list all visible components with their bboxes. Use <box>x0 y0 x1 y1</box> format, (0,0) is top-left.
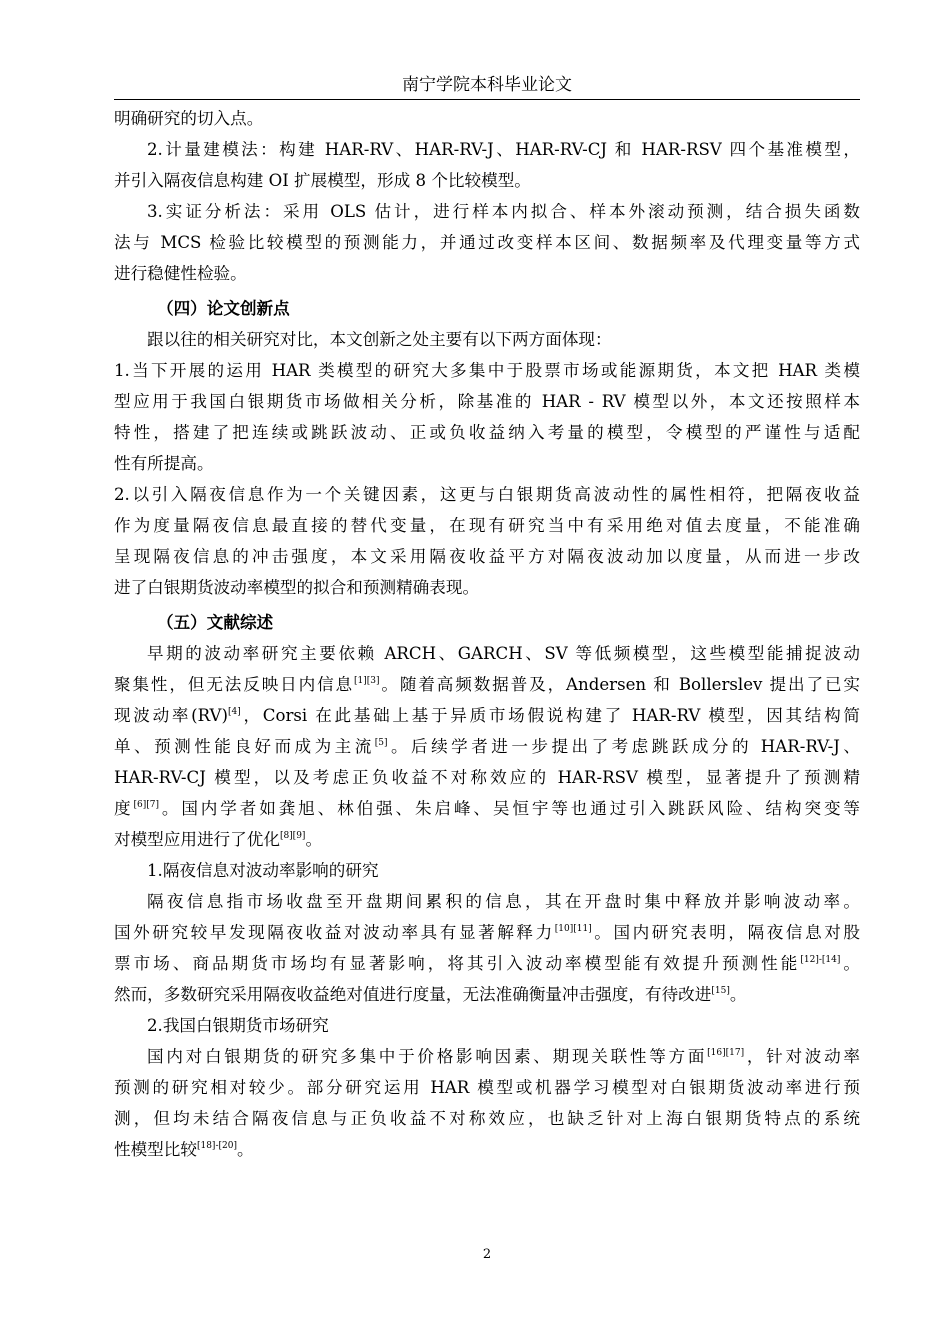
line-text-after: 。随着高频数据普及，Andersen 和 Bollerslev 提出了已实 <box>379 675 861 694</box>
text-line <box>114 134 860 165</box>
header-rule <box>114 99 860 100</box>
text-line <box>114 979 860 1010</box>
line-text: 性模型比较 <box>114 1140 197 1159</box>
line-text: 3.实证分析法：采用 OLS 估计，进行样本内拟合、样本外滚动预测，结合损失函数 <box>147 202 860 221</box>
line-text: 预测的研究相对较少。部分研究运用 HAR 模型或机器学习模型对白银期货波动率进行预 <box>114 1078 860 1097</box>
line-text: 明确研究的切入点。 <box>114 109 264 128</box>
line-text: （五）文献综述 <box>157 612 274 632</box>
line-text-after: 。 <box>840 954 861 973</box>
line-text: 对模型应用进行了优化 <box>114 830 280 849</box>
line-text: 型应用于我国白银期货市场做相关分析，除基准的 HAR - RV 模型以外，本文还按照样本 <box>114 392 860 411</box>
line-text: 作为度量隔夜信息最直接的替代变量，在现有研究当中有采用绝对值去度量，不能准确 <box>114 516 860 535</box>
text-line <box>114 669 860 700</box>
citation-marker: [4] <box>228 707 241 717</box>
line-text: 测，但均未结合隔夜信息与正负收益不对称效应，也缺乏针对上海白银期货特点的系统 <box>114 1109 860 1128</box>
citation-marker: [6][7] <box>133 800 159 810</box>
line-text: 然而，多数研究采用隔夜收益绝对值进行度量，无法准确衡量冲击强度，有待改进 <box>114 985 712 1004</box>
citation-marker: [1][3] <box>354 676 380 686</box>
citation-marker: [15] <box>711 986 730 996</box>
line-text-after: 。 <box>729 985 747 1004</box>
text-line <box>114 103 860 134</box>
citation-marker: [12]-[14] <box>800 955 841 965</box>
text-line <box>114 1134 860 1165</box>
line-text: 2.我国白银期货市场研究 <box>147 1016 329 1035</box>
text-line <box>114 572 860 603</box>
text-line <box>114 917 860 948</box>
body-text <box>114 103 860 1165</box>
line-text: 票市场、商品期货市场均有显著影响，将其引入波动率模型能有效提升预测性能 <box>114 954 801 973</box>
citation-marker: [5] <box>374 738 388 748</box>
citation-marker: [8][9] <box>279 831 306 841</box>
text-line <box>114 638 860 669</box>
line-text: 性有所提高。 <box>114 454 214 473</box>
text-line <box>114 417 860 448</box>
text-line <box>114 541 860 572</box>
line-text: （四）论文创新点 <box>157 298 290 318</box>
text-line <box>114 324 860 355</box>
text-line <box>114 948 860 979</box>
line-text-after: 。后续学者进一步提出了考虑跳跃成分的 HAR-RV-J、 <box>387 737 861 756</box>
page-number: 2 <box>482 1247 492 1262</box>
line-text: 国外研究较早发现隔夜收益对波动率具有显著解释力 <box>114 923 555 942</box>
text-line <box>114 793 860 824</box>
line-text: 2.以引入隔夜信息作为一个关键因素，这更与白银期货高波动性的属性相符，把隔夜收益 <box>114 485 860 504</box>
line-text: 跟以往的相关研究对比，本文创新之处主要有以下两方面体现： <box>147 330 612 349</box>
line-text-after: 。国内研究表明，隔夜信息对股 <box>591 923 861 942</box>
text-line <box>114 824 860 855</box>
text-line <box>114 448 860 479</box>
line-text: 特性，搭建了把连续或跳跃波动、正或负收益纳入考量的模型，令模型的严谨性与适配 <box>114 423 860 442</box>
citation-marker: [18]-[20] <box>196 1141 237 1151</box>
line-text: HAR-RV-CJ 模型，以及考虑正负收益不对称效应的 HAR-RSV 模型，显著提升了预测精 <box>114 768 860 787</box>
line-text: 隔夜信息指市场收盘至开盘期间累积的信息，其在开盘时集中释放并影响波动率。 <box>147 892 860 911</box>
line-text-after: 。 <box>236 1140 254 1159</box>
line-text-after: 。国内学者如龚旭、林伯强、朱启峰、吴恒宇等也通过引入跳跃风险、结构突变等 <box>158 799 861 818</box>
line-text: 并引入隔夜信息构建 OI 扩展模型，形成 8 个比较模型。 <box>114 171 531 190</box>
line-text-after: 。 <box>305 830 323 849</box>
text-line <box>114 886 860 917</box>
line-text: 现波动率(RV) <box>114 706 229 725</box>
text-line <box>114 196 860 227</box>
line-text-after: ，针对波动率 <box>744 1047 861 1066</box>
line-text: 1.当下开展的运用 HAR 类模型的研究大多集中于股票市场或能源期货，本文把 HAR 类模 <box>114 361 860 380</box>
text-line <box>114 386 860 417</box>
line-text: 进了白银期货波动率模型的拟合和预测精确表现。 <box>114 578 480 597</box>
line-text: 聚集性，但无法反映日内信息 <box>114 675 355 694</box>
line-text: 度 <box>114 799 134 818</box>
line-text: 2.计量建模法：构建 HAR-RV、HAR-RV-J、HAR-RV-CJ 和 HAR-RSV 四个基准模型， <box>147 140 860 159</box>
text-line <box>114 1041 860 1072</box>
line-text: 1.隔夜信息对波动率影响的研究 <box>147 861 379 880</box>
line-text: 早期的波动率研究主要依赖 ARCH、GARCH、SV 等低频模型，这些模型能捕捉波动 <box>147 644 860 663</box>
section-heading <box>114 293 860 324</box>
text-line <box>114 355 860 386</box>
text-line <box>114 700 860 731</box>
text-line <box>114 855 860 886</box>
text-line <box>114 479 860 510</box>
line-text: 单、预测性能良好而成为主流 <box>114 737 375 756</box>
running-header: 南宁学院本科毕业论文 <box>402 75 572 95</box>
citation-marker: [16][17] <box>707 1048 745 1058</box>
line-text: 呈现隔夜信息的冲击强度，本文采用隔夜收益平方对隔夜波动加以度量，从而进一步改 <box>114 547 860 566</box>
text-line <box>114 1103 860 1134</box>
text-line <box>114 227 860 258</box>
line-text: 国内对白银期货的研究多集中于价格影响因素、期现关联性等方面 <box>147 1047 708 1066</box>
text-line <box>114 258 860 289</box>
text-line <box>114 165 860 196</box>
text-line <box>114 510 860 541</box>
text-line <box>114 731 860 762</box>
line-text-after: ，Corsi 在此基础上基于异质市场假说构建了 HAR-RV 模型，因其结构简 <box>240 706 860 725</box>
text-line <box>114 1010 860 1041</box>
line-text: 进行稳健性检验。 <box>114 264 247 283</box>
text-line <box>114 1072 860 1103</box>
text-line <box>114 762 860 793</box>
citation-marker: [10][11] <box>554 924 592 934</box>
line-text: 法与 MCS 检验比较模型的预测能力，并通过改变样本区间、数据频率及代理变量等方式 <box>114 233 860 252</box>
section-heading <box>114 607 860 638</box>
